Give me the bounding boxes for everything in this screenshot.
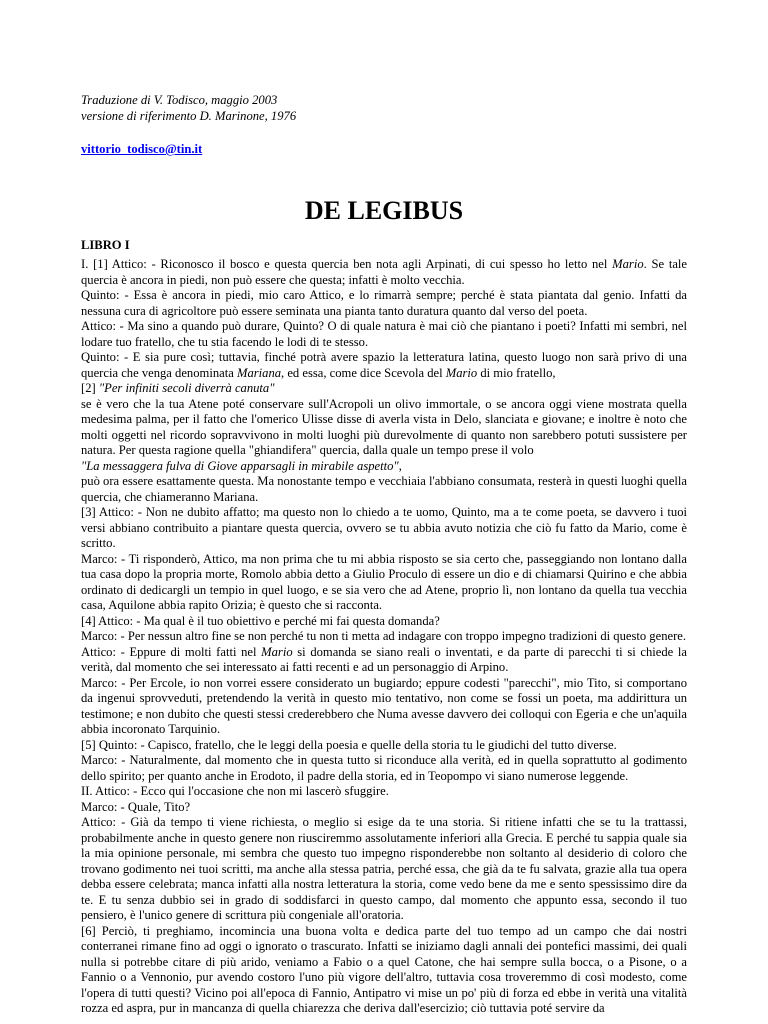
paragraph [81, 350, 687, 381]
paragraph [81, 505, 687, 552]
paragraph [81, 459, 687, 475]
text-run: Marco: - Ti risponderò, Attico, ma non prima che tu mi abbia risposto se sia certo che, passeggiando non lontano dalla tua casa dopo la propria morte, Romolo abbia detto a Giulio Proculo di essere un dio e di chiamarsi Quirino e che abbia ordinato di dedicargli un tempio in quel luogo, e se sia vero che ad Atene, proprio lì, non lontano da quella tua vecchia casa, Aquilone abbia rapito Orizia; è questo che si racconta. [81, 551, 687, 612]
paragraph [81, 474, 687, 505]
text-run: Quinto: - Essa è ancora in piedi, mio caro Attico, e lo rimarrà sempre; perché è stata piantata dal genio. Infatti da nessuna cura di agricoltore può essere seminata una pianta tanto duratura quanto dal verso del poeta. [81, 288, 687, 318]
text-run: può ora essere esattamente questa. Ma nonostante tempo e vecchiaia l'abbiano consumata, resterà in questi luoghi quella quercia, che chiameranno Mariana. [81, 474, 687, 504]
paragraph [81, 288, 687, 319]
paragraph [81, 924, 687, 1017]
paragraph [81, 676, 687, 738]
paragraph [81, 800, 687, 816]
book-heading: LIBRO I [81, 237, 130, 252]
text-run: Marco: - Per nessun altro fine se non perché tu non ti metta ad indagare con troppo impegno tradizioni di questo genere. [81, 629, 687, 643]
translation-credit: Traduzione di V. Todisco, maggio 2003 [81, 93, 278, 107]
text-run: Marco: - Quale, Tito? [81, 799, 191, 814]
text-run: [5] Quinto: - Capisco, fratello, che le leggi della poesia e quelle della storia tu le giudichi del tutto diverse. [81, 737, 617, 752]
document-page [81, 93, 687, 1017]
italic-text: "Per infiniti secoli diverrà canuta" [98, 381, 275, 395]
paragraph [81, 397, 687, 459]
text-run: . Se tale quercia è ancora in piedi, non può essere che questa; infatti è molto vecchia. [81, 257, 687, 287]
paragraph [81, 629, 687, 645]
paragraph [81, 815, 687, 924]
text-run: Attico: - Ma sino a quando può durare, Quinto? O di quale natura è mai ciò che piantano i poeti? Infatti mi sembri, nel lodare tuo fratello, che tu stia facendo le lodi di te stesso. [81, 319, 687, 349]
text-run: Marco: - Naturalmente, dal momento che in questa tutto si riconduce alla verità, ed in quella soprattutto al godimento dello spirito; per quanto anche in Erodoto, il padre della storia, ed in Teopompo vi siano numerose leggende. [81, 753, 687, 783]
text-run: Attico: - Eppure di molti fatti nel [81, 644, 262, 659]
text-run: I. [1] Attico: - Riconosco il bosco e questa quercia ben nota agli Arpinati, di cui spesso ho letto nel [81, 257, 613, 271]
paragraph [81, 381, 687, 397]
italic-text: Mario [612, 257, 644, 271]
italic-text: Mario [261, 644, 293, 659]
email-link[interactable]: vittorio_todisco@tin.it [81, 142, 203, 156]
text-run: II. Attico: - Ecco qui l'occasione che non mi lascerò sfuggire. [81, 784, 389, 798]
text-run: si domanda se siano reali o inventati, e da parte di parecchi ti si chiede la verità, dal momento che sei interessato ai fatti recenti e ad un personaggio di Arpino. [81, 644, 687, 674]
paragraph [81, 257, 687, 288]
paragraph [81, 614, 687, 630]
italic-text: "La messaggera fulva di Giove apparsagli in mirabile aspetto" [81, 458, 399, 473]
text-run: [3] Attico: - Non ne dubito affatto; ma questo non lo chiedo a te uomo, Quinto, ma a te come poeta, se davvero i tuoi versi abbiano contribuito a piantare questa quercia, ovvero se tu abbia avuto notizia che ciò fu fatto da Mario, come è scritto. [81, 505, 687, 550]
paragraph [81, 319, 687, 350]
text-run: Marco: - Per Ercole, io non vorrei essere considerato un bugiardo; eppure codesti "parecchi", mio Tito, si comportano da ingenui sprovveduti, pretendendo la verità in questo mio tentativo, non come se fossi un poeta, ma addirittura un testimone; e non dubito che questi stessi crederebbero che Numa avesse davvero dei colloqui con Egeria e che un'aquila abbia incoronato Tarquinio. [81, 675, 687, 736]
paragraph [81, 753, 687, 784]
text-run: [4] Attico: - Ma qual è il tuo obiettivo e perché mi fai questa domanda? [81, 613, 440, 628]
text-run: Attico: - Già da tempo ti viene richiesta, o meglio si esige da te una storia. Si ritiene infatti che se tu la trattassi, probabilmente anche in questo genere non riusciremmo assolutamente inferiori alla Grecia. E perché tu sappia quale sia la mia opinione personale, mi sembra che questo tuo impegno risponderebbe non soltanto al desiderio di coloro che trovano godimento nei tuoi scritti, ma anche alla stessa patria, perché essa, che già da te fu salvata, grazie alla tua opera debba essere celebrata; manca infatti alla nostra letteratura la storia, come vedo bene da me e sento spessissimo dire da te. E tu senza dubbio sei in grado di soddisfarci in questo campo, dal momento che appunto essa, secondo il tuo pensiero, è l'unico genere di scrittura più congeniale all'oratoria. [81, 815, 687, 922]
body-text [81, 257, 687, 1017]
paragraph [81, 784, 687, 800]
text-run: [6] Perciò, ti preghiamo, incomincia una buona volta e dedica parte del tuo tempo ad un campo che dai nostri conterranei rimane fino ad oggi o ignorato o trascurato. Infatti se iniziamo dagli annali dei pontefici massimi, dei quali nulla si potrebbe citare di più arido, veniamo a Fabio o a quel Catone, che hai sempre sulla bocca, o a Pisone, o a Fannio o a Vennonio, pur avendo costoro l'uno più vigore dell'altro, tuttavia cosa troveremmo di così modesto, come l'opera di tutti questi? Vicino poi all'epoca di Fannio, Antipatro vi mise un po' più di forza ed ebbe in verità una vitalità rozza ed aspra, pur in mancanza di quella chiarezza che deriva dall'esercizio; ciò tuttavia poté servire da [81, 923, 687, 1015]
text-run: , ed essa, come dice Scevola del [281, 365, 446, 380]
italic-text: Mario [445, 365, 478, 380]
paragraph [81, 552, 687, 614]
paragraph [81, 738, 687, 754]
italic-text: Mariana [236, 365, 282, 380]
text-run: , [398, 458, 402, 473]
paragraph [81, 645, 687, 676]
text-run: Quinto: - E sia pure così; tuttavia, finché potrà avere spazio la letteratura latina, questo luogo non sarà privo di una quercia che venga denominata [81, 350, 687, 380]
text-run: [2] [81, 381, 99, 395]
document-title: DE LEGIBUS [304, 195, 464, 225]
text-run: di mio fratello, [477, 365, 556, 380]
text-run: se è vero che la tua Atene poté conservare sull'Acropoli un olivo immortale, o se ancora oggi viene mostrata quella medesima palma, per il fatto che l'omerico Ulisse disse di averla vista in Delo, slanciata e giovane; e inoltre è noto che molti oggetti nel ricordo sopravvivono in molti luoghi più durevolmente di quanto non sarebbero potuti sussistere per natura. Per questa ragione quella "ghiandifera" quercia, dalla quale un tempo prese il volo [81, 396, 687, 457]
reference-edition: versione di riferimento D. Marinone, 1976 [81, 108, 297, 123]
